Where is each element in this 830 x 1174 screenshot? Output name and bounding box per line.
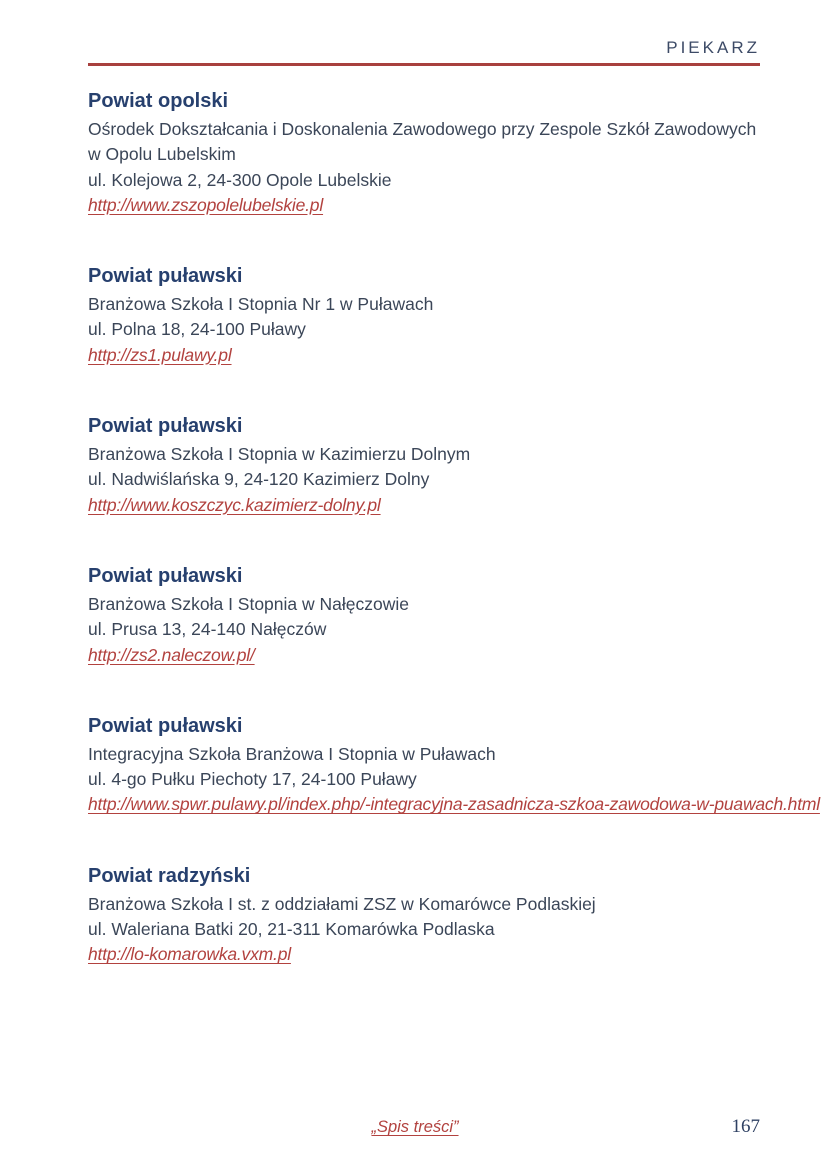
entry [88,563,760,668]
entry-line: Branżowa Szkoła I Stopnia Nr 1 w Puławach [88,294,434,315]
entry-line: ul. 4-go Pułku Piechoty 17, 24-100 Puławy [88,769,417,790]
entry-url-link[interactable]: http://www.spwr.pulawy.pl/index.php/-integracyjna-zasadnicza-szkoa-zawodowa-w-puawach.html [88,794,820,815]
entry-line: Branżowa Szkoła I st. z oddziałami ZSZ w Komarówce Podlaskiej [88,893,596,914]
entry [88,263,760,368]
entry-line: Integracyjna Szkoła Branżowa I Stopnia w Puławach [88,743,496,764]
entry [88,713,820,818]
page-number: 167 [731,1116,760,1137]
entry-line: ul. Kolejowa 2, 24-300 Opole Lubelskie [88,169,392,190]
entry-line: w Opolu Lubelskim [88,144,236,165]
entry-heading: Powiat puławski [88,415,243,438]
running-header-title: PIEKARZ [666,38,760,57]
entry-url-link[interactable]: http://www.koszczyc.kazimierz-dolny.pl [88,494,381,515]
entry-heading: Powiat puławski [88,564,243,587]
entry-line: ul. Prusa 13, 24-140 Nałęczów [88,619,327,640]
entry-line: ul. Nadwiślańska 9, 24-120 Kazimierz Dolny [88,469,430,490]
entry-url-link[interactable]: http://zs2.naleczow.pl/ [88,644,255,665]
entry-url-link[interactable]: http://www.zszopolelubelskie.pl [88,194,324,215]
entry-line: Branżowa Szkoła I Stopnia w Kazimierzu Dolnym [88,444,471,465]
page-header [88,38,760,66]
toc-link[interactable]: „Spis treści” [371,1118,459,1136]
entry-line: Ośrodek Dokształcania i Doskonalenia Zawodowego przy Zespole Szkół Zawodowych [88,119,757,139]
entry-line: ul. Waleriana Batki 20, 21-311 Komarówka Podlaska [88,919,495,940]
entry-line: Branżowa Szkoła I Stopnia w Nałęczowie [88,593,409,614]
page-footer [0,1118,830,1142]
entry-line: ul. Polna 18, 24-100 Puławy [88,319,306,340]
entry-url-link[interactable]: http://lo-komarowka.vxm.pl [88,944,291,965]
entry-list [88,88,820,968]
entry-heading: Powiat opolski [88,90,229,112]
entry-heading: Powiat puławski [88,265,243,288]
entry [88,88,760,218]
header-rule [88,63,760,66]
entry [88,413,760,518]
entry [88,863,760,968]
entry-heading: Powiat puławski [88,714,243,737]
entry-heading: Powiat radzyński [88,864,251,887]
entry-url-link[interactable]: http://zs1.pulawy.pl [88,344,232,365]
